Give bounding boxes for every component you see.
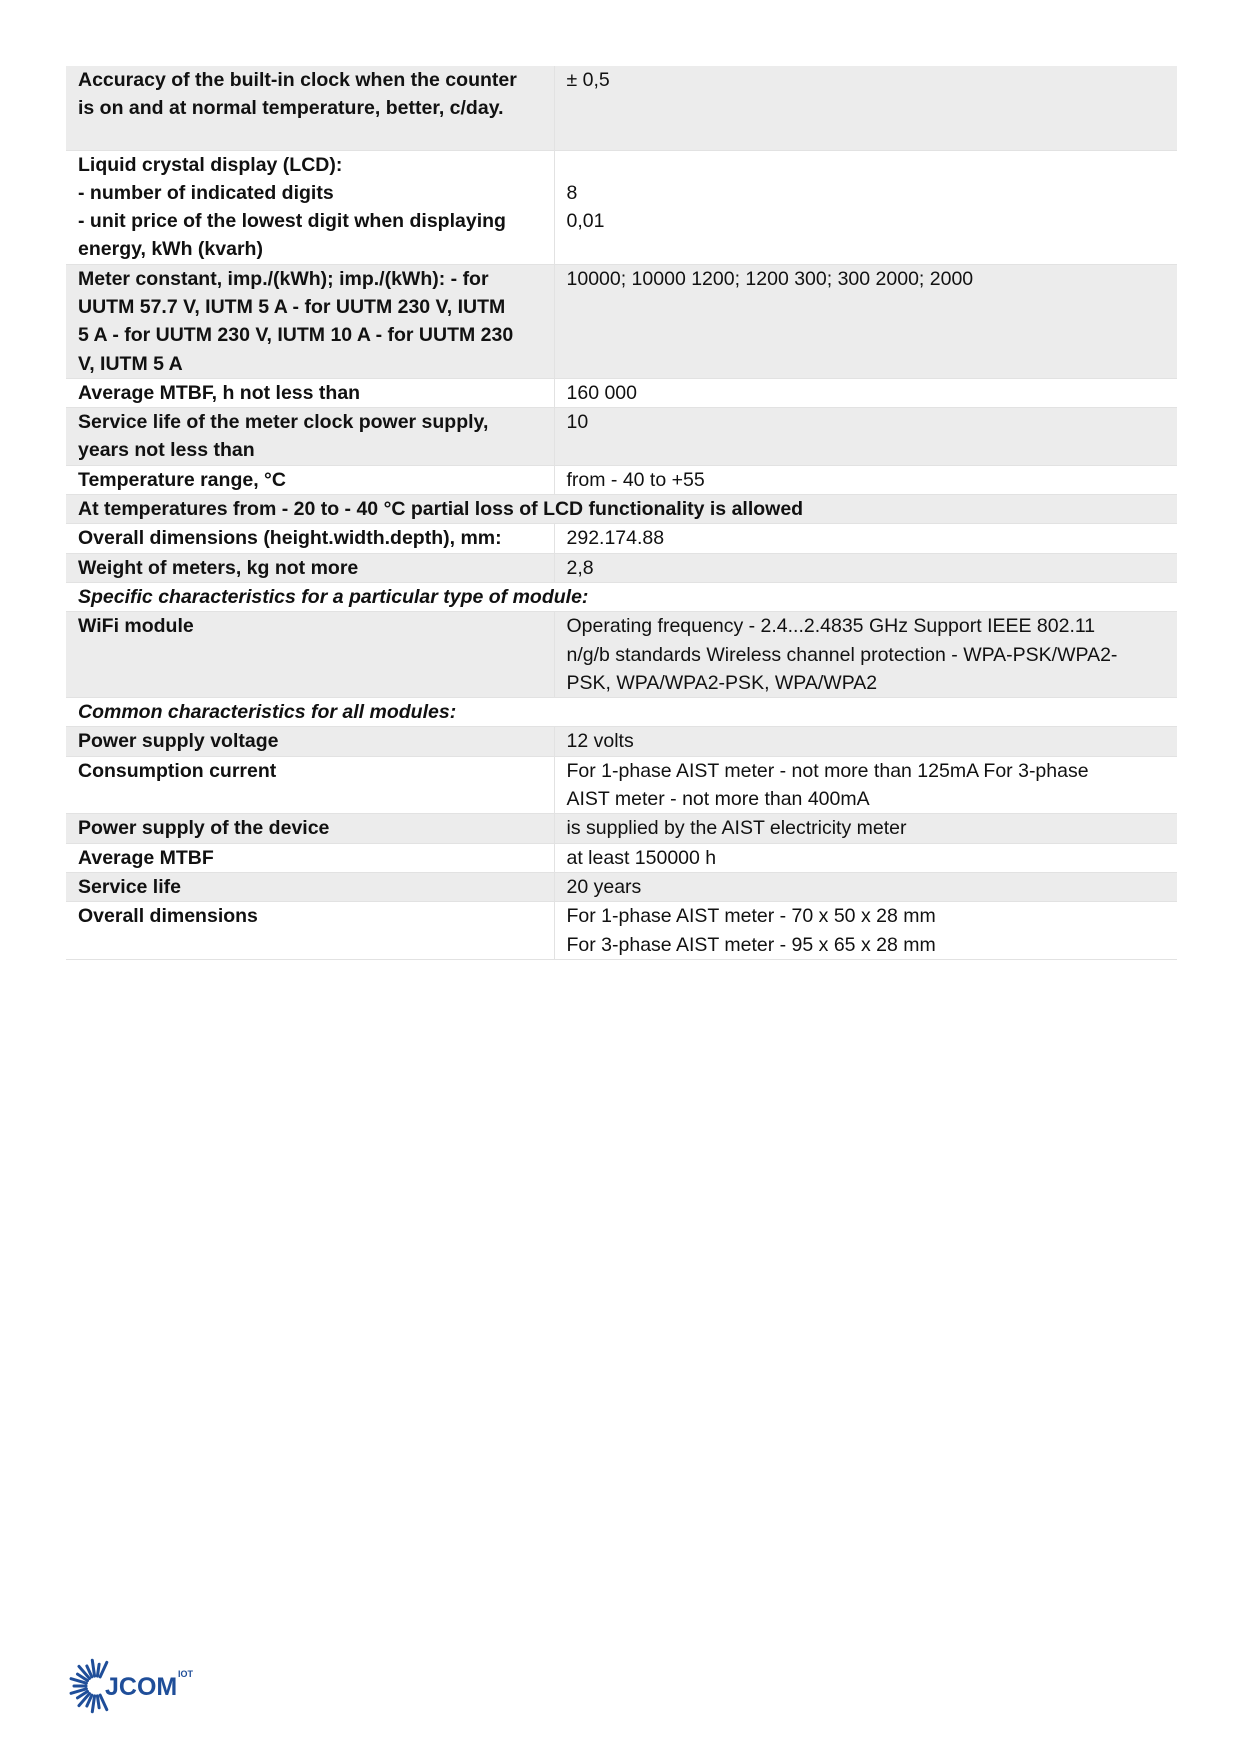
table-row (66, 66, 1177, 150)
table-row (66, 378, 1177, 407)
spec-label: Accuracy of the built-in clock when the counter is on and at normal temperature, better, c/day. (66, 66, 554, 150)
spec-label: Overall dimensions (height.width.depth), mm: (66, 524, 554, 553)
logo-wordmark: JCOM (105, 1673, 178, 1701)
spec-value: 2,8 (554, 553, 1177, 582)
spec-value: 8 0,01 (554, 150, 1177, 264)
spec-value: For 1-phase AIST meter - 70 x 50 x 28 mm For 3-phase AIST meter - 95 x 65 x 28 mm (554, 902, 1177, 960)
spec-label: Temperature range, °C (66, 465, 554, 494)
table-row (66, 872, 1177, 901)
section-heading: Specific characteristics for a particular type of module: (66, 582, 1177, 611)
logo-superscript: IOT (178, 1669, 193, 1679)
spec-value: 292.174.88 (554, 524, 1177, 553)
section-heading: Common characteristics for all modules: (66, 698, 1177, 727)
table-row (66, 582, 1177, 611)
logo-ray (97, 1664, 99, 1676)
table-row (66, 264, 1177, 378)
spec-label: Meter constant, imp./(kWh); imp./(kWh): - for UUTM 57.7 V, IUTM 5 A - for UUTM 230 V, IUTM 5 A - for UUTM 230 V, IUTM 10 A - for UUTM 230 V, IUTM 5 A (66, 264, 554, 378)
spec-label: Power supply of the device (66, 814, 554, 843)
table-row (66, 408, 1177, 466)
spec-label: Service life of the meter clock power supply, years not less than (66, 408, 554, 466)
spec-value: For 1-phase AIST meter - not more than 125mA For 3-phase AIST meter - not more than 400mA (554, 756, 1177, 814)
table-row (66, 727, 1177, 756)
spec-label: Consumption current (66, 756, 554, 814)
table-row (66, 465, 1177, 494)
table-row (66, 902, 1177, 960)
spec-label: Power supply voltage (66, 727, 554, 756)
spec-value: at least 150000 h (554, 843, 1177, 872)
table-row (66, 843, 1177, 872)
sunburst-icon (71, 1660, 107, 1711)
spec-value: 10 (554, 408, 1177, 466)
table-row (66, 814, 1177, 843)
table-row (66, 495, 1177, 524)
logo-ray (92, 1660, 94, 1676)
logo-ray (97, 1696, 99, 1708)
table-row (66, 524, 1177, 553)
spec-label: WiFi module (66, 612, 554, 698)
spec-label: Overall dimensions (66, 902, 554, 960)
specifications-table (66, 66, 1177, 960)
spec-value: 10000; 10000 1200; 1200 300; 300 2000; 2000 (554, 264, 1177, 378)
spec-label: Average MTBF, h not less than (66, 378, 554, 407)
spec-label: Average MTBF (66, 843, 554, 872)
table-row (66, 612, 1177, 698)
table-row (66, 553, 1177, 582)
table-row (66, 150, 1177, 264)
spec-label: Service life (66, 872, 554, 901)
spec-label: Liquid crystal display (LCD): - number of indicated digits - unit price of the lowest digit when displaying energy, kWh (kvarh) (66, 150, 554, 264)
spec-value: 20 years (554, 872, 1177, 901)
spec-value: 12 volts (554, 727, 1177, 756)
spec-value: Operating frequency - 2.4...2.4835 GHz Support IEEE 802.11 n/g/b standards Wireless channel protection - WPA-PSK/WPA2- PSK, WPA/WPA2-PSK, WPA/WPA2 (554, 612, 1177, 698)
logo-ray (92, 1696, 94, 1712)
jcom-iot-logo (66, 1652, 216, 1718)
table-row (66, 698, 1177, 727)
spec-value: is supplied by the AIST electricity meter (554, 814, 1177, 843)
spec-value: from - 40 to +55 (554, 465, 1177, 494)
table-row (66, 756, 1177, 814)
spec-note: At temperatures from - 20 to - 40 °C partial loss of LCD functionality is allowed (66, 495, 1177, 524)
spec-value: ± 0,5 (554, 66, 1177, 150)
spec-label: Weight of meters, kg not more (66, 553, 554, 582)
spec-value: 160 000 (554, 378, 1177, 407)
